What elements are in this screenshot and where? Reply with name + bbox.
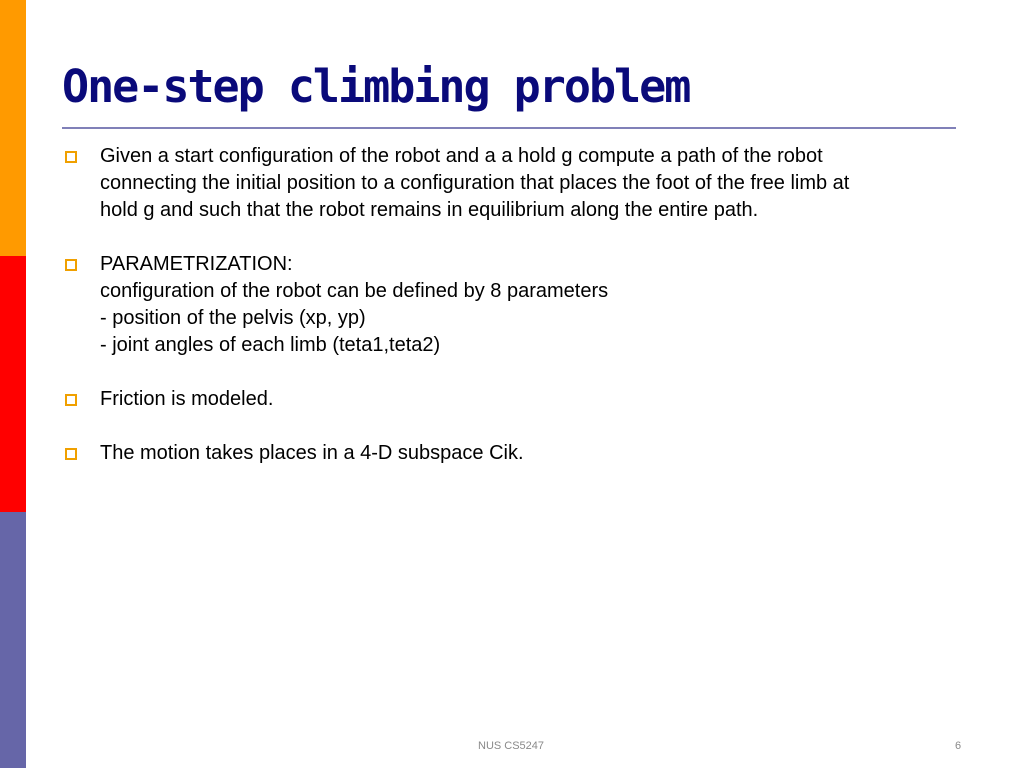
side-bar-red <box>0 256 26 512</box>
bullet-item <box>62 386 962 413</box>
hollow-square-bullet-icon <box>65 448 77 460</box>
footer-text: NUS CS5247 <box>478 740 545 752</box>
bullet-text <box>100 440 962 467</box>
bullet-text <box>100 143 962 224</box>
bullet-line: configuration of the robot can be defined by 8 parameters <box>100 280 609 302</box>
hollow-square-bullet-icon <box>65 394 77 406</box>
bullet-line: The motion takes places in a 4-D subspace Cik. <box>100 442 524 464</box>
slide-title: One-step climbing problem <box>62 60 690 113</box>
bullet-item <box>62 251 962 359</box>
bullet-text <box>100 386 962 413</box>
hollow-square-bullet-icon <box>65 259 77 271</box>
bullet-line: Friction is modeled. <box>100 388 274 410</box>
side-bar-blue <box>0 512 26 768</box>
bullet-line: - joint angles of each limb (teta1,teta2) <box>100 334 441 356</box>
hollow-square-bullet-icon <box>65 151 77 163</box>
bullet-item <box>62 440 962 467</box>
bullet-line: Given a start configuration of the robot and a a hold g compute a path of the robot <box>100 145 823 167</box>
bullet-line: PARAMETRIZATION: <box>100 253 293 275</box>
bullet-text <box>100 251 962 359</box>
bullet-line: connecting the initial position to a configuration that places the foot of the free limb at <box>100 172 850 194</box>
bullet-line: - position of the pelvis (xp, yp) <box>100 307 366 329</box>
bullet-item <box>62 143 962 224</box>
side-bar-orange <box>0 0 26 256</box>
bullet-list <box>62 143 962 494</box>
title-underline <box>62 127 956 129</box>
bullet-line: hold g and such that the robot remains in equilibrium along the entire path. <box>100 199 759 221</box>
page-number: 6 <box>955 740 962 752</box>
